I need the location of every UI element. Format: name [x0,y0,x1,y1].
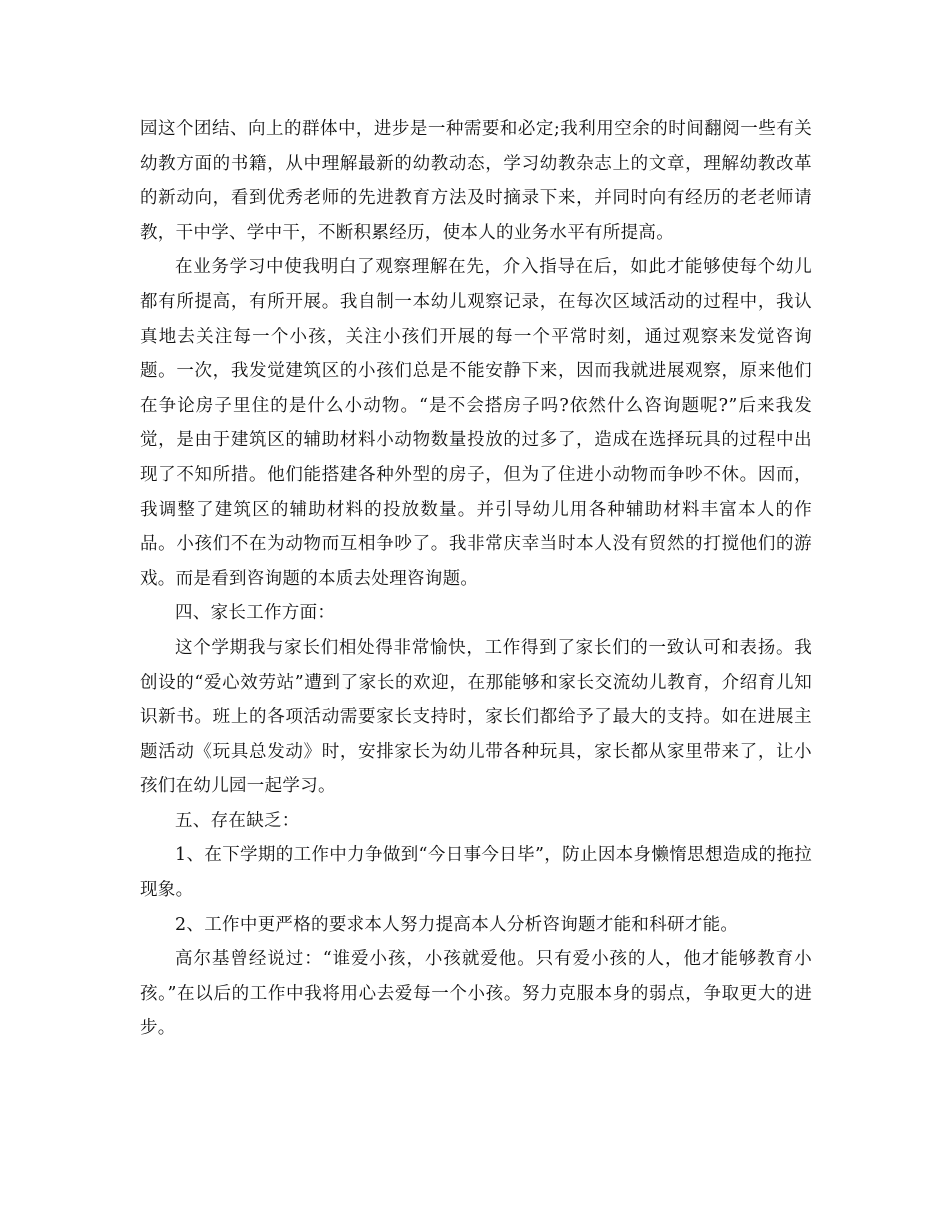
document-page [140,112,812,1046]
paragraph-parent-work: 这个学期我与家长们相处得非常愉快，工作得到了家长们的一致认可和表扬。我创设的“爱心效劳站”遭到了家长的欢迎，在那能够和家长交流幼儿教育，介绍育儿知识新书。班上的各项活动需要家长支持时，家长们都给予了最大的支持。如在进展主题活动《玩具总发动》时，安排家长为幼儿带各种玩具，家长都从家里带来了，让小孩们在幼儿园一起学习。 [140,637,812,797]
shortcoming-item-1: 1、在下学期的工作中力争做到“今日事今日毕”，防止因本身懒惰思想造成的拖拉现象。 [140,845,812,901]
section-heading-shortcomings: 五、存在缺乏： [175,810,300,831]
shortcoming-item-2: 2、工作中更严格的要求本人努力提高本人分析咨询题才能和科研才能。 [175,914,739,935]
paragraph-1: 园这个团结、向上的群体中，进步是一种需要和必定;我利用空余的时间翻阅一些有关幼教方面的书籍，从中理解最新的幼教动态，学习幼教杂志上的文章，理解幼教改革的新动向，看到优秀老师的先进教育方法及时摘录下来，并同时向有经历的老老师请教，干中学、学中干，不断积累经历，使本人的业务水平有所提高。 [140,119,812,243]
paragraph-2: 在业务学习中使我明白了观察理解在先，介入指导在后，如此才能够使每个幼儿都有所提高，有所开展。我自制一本幼儿观察记录，在每次区域活动的过程中，我认真地去关注每一个小孩，关注小孩们开展的每一个平常时刻，通过观察来发觉咨询题。一次，我发觉建筑区的小孩们总是不能安静下来，因而我就进展观察，原来他们在争论房子里住的是什么小动物。“是不会搭房子吗?依然什么咨询题呢?”后来我发觉，是由于建筑区的辅助材料小动物数量投放的过多了，造成在选择玩具的过程中出现了不知所措。他们能搭建各种外型的房子，但为了住进小动物而争吵不休。因而，我调整了建筑区的辅助材料的投放数量。并引导幼儿用各种辅助材料丰富本人的作品。小孩们不在为动物而互相争吵了。我非常庆幸当时本人没有贸然的打搅他们的游戏。而是看到咨询题的本质去处理咨询题。 [140,257,812,589]
closing-paragraph: 高尔基曾经说过：“谁爱小孩，小孩就爱他。只有爱小孩的人，他才能够教育小孩。”在以后的工作中我将用心去爱每一个小孩。努力克服本身的弱点，争取更大的进步。 [140,949,812,1039]
section-heading-parent-work: 四、家长工作方面： [175,603,336,624]
